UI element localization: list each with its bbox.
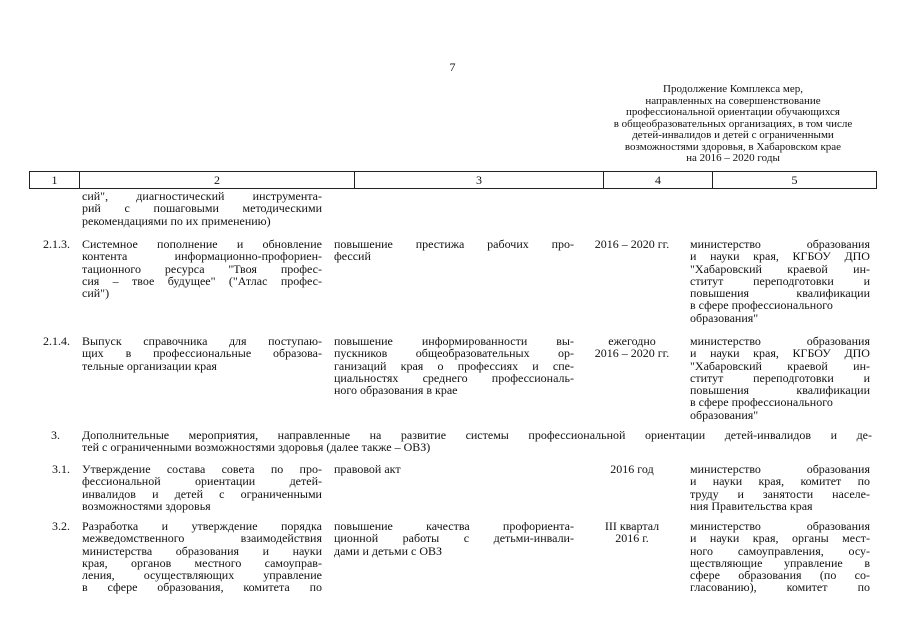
responsible-executors (690, 463, 870, 512)
row-number: 3.1. (52, 462, 70, 476)
column-number: 3 (476, 173, 482, 187)
text-line: Дополнительные мероприятия, направленные на развитие системы профессиональной ориентации детей-инвалидов и де- (82, 428, 872, 442)
header-line: детей-инвалидов и детей с ограниченными (632, 129, 834, 141)
continued-description (82, 190, 322, 227)
header-line: направленных на совершенствование (645, 94, 821, 107)
expected-result (334, 520, 574, 557)
text-line: тельные организации края (82, 358, 217, 373)
text-line: сфере образования (по со- (690, 568, 870, 583)
text-line: и науки края, КГБОУ ДПО (690, 249, 870, 264)
deadline (580, 238, 684, 250)
text-line: ститут переподготовки и (690, 273, 870, 288)
continuation-header (590, 84, 876, 165)
column-number: 1 (51, 173, 58, 187)
text-line: III квартал (604, 519, 660, 533)
text-line: министерство образования (690, 519, 870, 533)
header-line: возможностями здоровья, в Хабаровском крае (624, 140, 842, 153)
text-line: ного самоуправления, осу- (690, 543, 870, 558)
text-line: дами и детьми с ОВЗ (334, 543, 443, 558)
text-line: "Хабаровский краевой ин- (690, 358, 870, 373)
text-line: межведомственного взаимодействия (82, 531, 322, 546)
deadline (580, 520, 684, 545)
text-line: образования" (690, 407, 759, 422)
text-line: контента информационно-профориен- (82, 249, 322, 264)
responsible-executors (690, 238, 870, 324)
column-number: 4 (655, 173, 661, 187)
text-line: ществляющие управление в (690, 555, 870, 570)
text-line: Утверждение состава совета по про- (82, 462, 322, 476)
text-line: ститут переподготовки и (690, 370, 870, 385)
text-line: повышение информированности вы- (334, 334, 574, 348)
column-number: 2 (214, 173, 220, 187)
text-line: инвалидов и детей с ограниченными (82, 486, 322, 501)
text-line: труду и занятости населе- (690, 486, 870, 501)
section-title (82, 429, 872, 454)
text-line: 2016 год (610, 462, 654, 476)
table-column-header (29, 171, 877, 189)
text-line: и науки края, органы мест- (690, 531, 870, 546)
text-line: повышения квалификации (690, 286, 870, 301)
text-line: министерства образования и науки (82, 543, 322, 558)
text-line: ного образования в крае (334, 383, 458, 398)
responsible-executors (690, 520, 870, 594)
header-line: на 2016 – 2020 годы (686, 152, 780, 164)
responsible-executors (690, 335, 870, 421)
text-line: тей с ограниченными возможностями здоровья (далее также – ОВЗ) (82, 440, 431, 455)
text-line: повышения квалификации (690, 383, 870, 398)
measure-description (82, 335, 322, 372)
text-line: 2016 – 2020 гг. (594, 237, 670, 251)
expected-result (334, 463, 574, 475)
measure-description (82, 463, 322, 512)
text-line: щих в профессиональные образова- (82, 346, 322, 361)
text-line: рекомендациями по их применению) (82, 213, 271, 228)
header-line: Продолжение Комплекса мер, (663, 83, 803, 95)
text-line: 2016 – 2020 гг. (594, 346, 670, 361)
header-line: в общеобразовательных организациях, в том числе (613, 117, 853, 130)
column-number: 5 (791, 173, 798, 187)
text-line: Выпуск справочника для поступаю- (82, 334, 322, 348)
section-number: 3. (51, 428, 60, 442)
measure-description (82, 238, 322, 299)
text-line: и науки края, КГБОУ ДПО (690, 346, 870, 361)
expected-result (334, 238, 574, 263)
deadline (580, 335, 684, 360)
text-line: повышение качества профориента- (334, 519, 574, 533)
text-line: министерство образования (690, 462, 870, 476)
text-line: министерство образования (690, 334, 870, 348)
text-line: пускников общеобразовательных ор- (334, 346, 574, 361)
text-line: и науки края, комитет по (690, 474, 870, 489)
row-number: 3.2. (52, 519, 70, 533)
text-line: ганизаций края о профессиях и спе- (334, 358, 574, 373)
text-line: тационного ресурса "Твоя профес- (82, 261, 322, 276)
text-line: 2016 г. (615, 531, 649, 546)
expected-result (334, 335, 574, 396)
text-line: рий с пошаговыми методическими (82, 201, 322, 216)
text-line: министерство образования (690, 237, 870, 251)
text-line: в сфере образования, комитета по (82, 580, 322, 595)
text-line: циальностях среднего профессиональ- (334, 370, 574, 385)
row-number: 2.1.4. (43, 334, 70, 348)
text-line: гласованию), комитет по (690, 580, 870, 595)
row-number: 2.1.3. (43, 237, 70, 251)
text-line: сия – твое будущее" ("Атлас профес- (82, 273, 322, 288)
text-line: "Хабаровский краевой ин- (690, 261, 870, 276)
text-line: в сфере профессионального (690, 298, 833, 313)
text-line: сий") (82, 286, 110, 301)
text-line: Системное пополнение и обновление (82, 237, 322, 251)
text-line: ежегодно (608, 334, 656, 348)
text-line: ления, осуществляющих управление (82, 568, 322, 583)
text-line: ния Правительства края (690, 498, 813, 513)
page-number: 7 (449, 60, 456, 74)
text-line: сий", диагностический инструмента- (82, 189, 322, 203)
header-line: профессиональной ориентации обучающихся (626, 106, 840, 118)
text-line: края, органов местного самоуправ- (82, 555, 322, 570)
text-line: фессиональной ориентации детей- (82, 474, 322, 489)
text-line: правовой акт (334, 462, 401, 476)
text-line: ционной работы с детьми-инвали- (334, 531, 574, 546)
measure-description (82, 520, 322, 594)
text-line: фессий (334, 249, 371, 264)
text-line: повышение престижа рабочих про- (334, 237, 574, 251)
text-line: Разработка и утверждение порядка (82, 519, 322, 533)
text-line: возможностями здоровья (82, 498, 211, 513)
deadline (580, 463, 684, 475)
text-line: образования" (690, 310, 759, 325)
text-line: в сфере профессионального (690, 395, 833, 410)
